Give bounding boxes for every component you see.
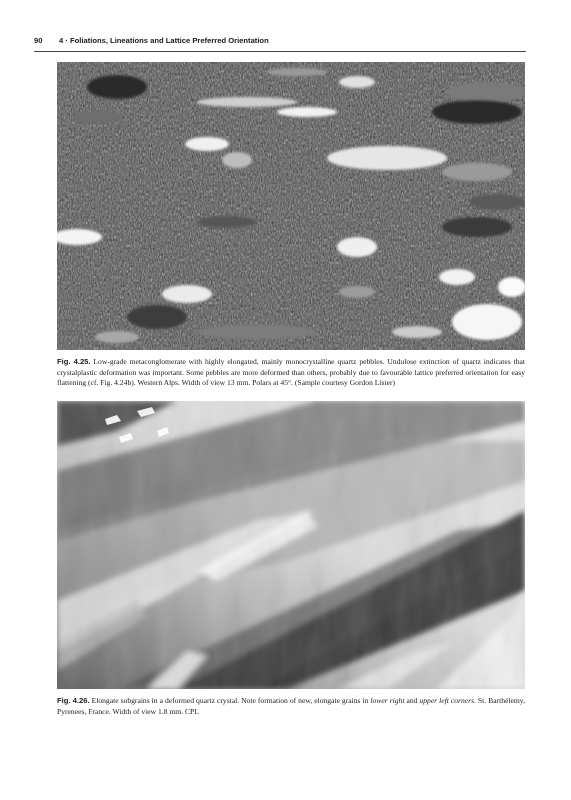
- figure-4-25-caption: [57, 357, 525, 389]
- figure-4-26-caption: [57, 696, 525, 717]
- figure-4-25-micrograph: [57, 62, 525, 350]
- figure-4-26-micrograph: [57, 401, 525, 689]
- figure-4-25-caption-text: Low-grade metaconglomerate with highly elongated, mainly monocrystalline quartz pebbles. Undulose extinction of quartz indicates that crystalplastic deformation was important. Some pebbles are more deformed than others, probably due to favourable lattice preferred orientation for easy flattening (cf. Fig. 4.24b). Western Alps. Width of view 13 mm. Polars at 45°. (Sample courtesy Gordon Lister): [57, 357, 525, 388]
- page-header: [34, 36, 526, 50]
- page-number: 90: [34, 36, 43, 45]
- figure-4-25-label: Fig. 4.25.: [57, 357, 91, 366]
- figure-4-26-caption-part1: Elongate subgrains in a deformed quartz crystal. Note formation of new, elongate grains in: [91, 696, 371, 705]
- figure-4-26-label: Fig. 4.26.: [57, 696, 90, 705]
- figure-4-26-caption-emphasis-lower-right: lower right: [370, 696, 405, 705]
- header-rule: [34, 51, 526, 52]
- figure-4-26-caption-part3: . St. Barthélemy, Pyrenees, France. Width of view 1.8 mm. CPL: [57, 696, 525, 716]
- figure-4-26-caption-part2: and: [404, 696, 420, 705]
- figure-4-26-caption-emphasis-upper-left: upper left corners: [419, 696, 475, 705]
- running-title: 4 · Foliations, Lineations and Lattice Preferred Orientation: [59, 36, 269, 45]
